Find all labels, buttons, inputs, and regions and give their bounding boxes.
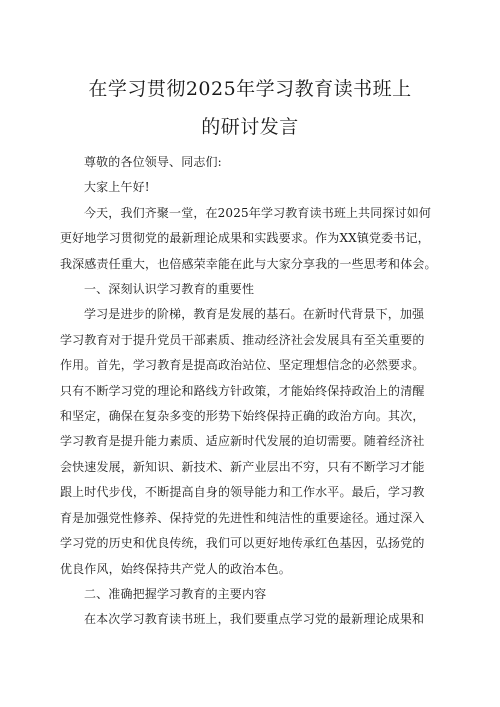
body-line: 我深感责任重大，也倍感荣幸能在此与大家分享我的一些思考和体会。: [60, 256, 437, 271]
greeting: 大家上午好!: [84, 180, 150, 195]
salutation: 尊敬的各位领导、同志们:: [84, 155, 222, 169]
document-body: [60, 150, 440, 633]
document-title-line-1: 在学习贯彻2025年学习教育读书班上: [88, 78, 412, 100]
document-title-line-2: 的研讨发言: [201, 116, 299, 138]
body-line: 只有不断学习党的理论和路线方针政策，才能始终保持政治上的清醒: [60, 383, 425, 398]
body-line: 学习教育对于提升党员干部素质、推动经济社会发展具有至关重要的: [60, 332, 425, 347]
body-line: 学习党的历史和优良传统，我们可以更好地传承红色基因，弘扬党的: [60, 536, 425, 551]
body-line: 学习是进步的阶梯，教育是发展的基石。在新时代背景下，加强: [84, 307, 425, 322]
section-heading-1: 一、深刻认识学习教育的重要性: [84, 282, 255, 297]
body-line: 在本次学习教育读书班上，我们要重点学习党的最新理论成果和: [84, 612, 425, 627]
body-line: 学习教育是提升能力素质、适应新时代发展的迫切需要。随着经济社: [60, 434, 425, 449]
section-heading-2: 二、准确把握学习教育的主要内容: [84, 586, 267, 601]
body-line: 更好地学习贯彻党的最新理论成果和实践要求。作为XX镇党委书记，: [60, 231, 430, 246]
body-line: 作用。首先，学习教育是提高政治站位、坚定理想信念的必然要求。: [60, 358, 425, 373]
body-line: 优良作风，始终保持共产党人的政治本色。: [60, 561, 291, 576]
body-line: 今天，我们齐聚一堂，在2025年学习教育读书班上共同探讨如何: [84, 205, 432, 220]
body-line: 会快速发展，新知识、新技术、新产业层出不穷，只有不断学习才能: [60, 459, 425, 474]
body-line: 育是加强党性修养、保持党的先进性和纯洁性的重要途径。通过深入: [60, 510, 425, 525]
body-line: 和坚定，确保在复杂多变的形势下始终保持正确的政治方向。其次，: [60, 409, 425, 424]
body-line: 跟上时代步伐，不断提高自身的领导能力和工作水平。最后，学习教: [60, 485, 425, 500]
